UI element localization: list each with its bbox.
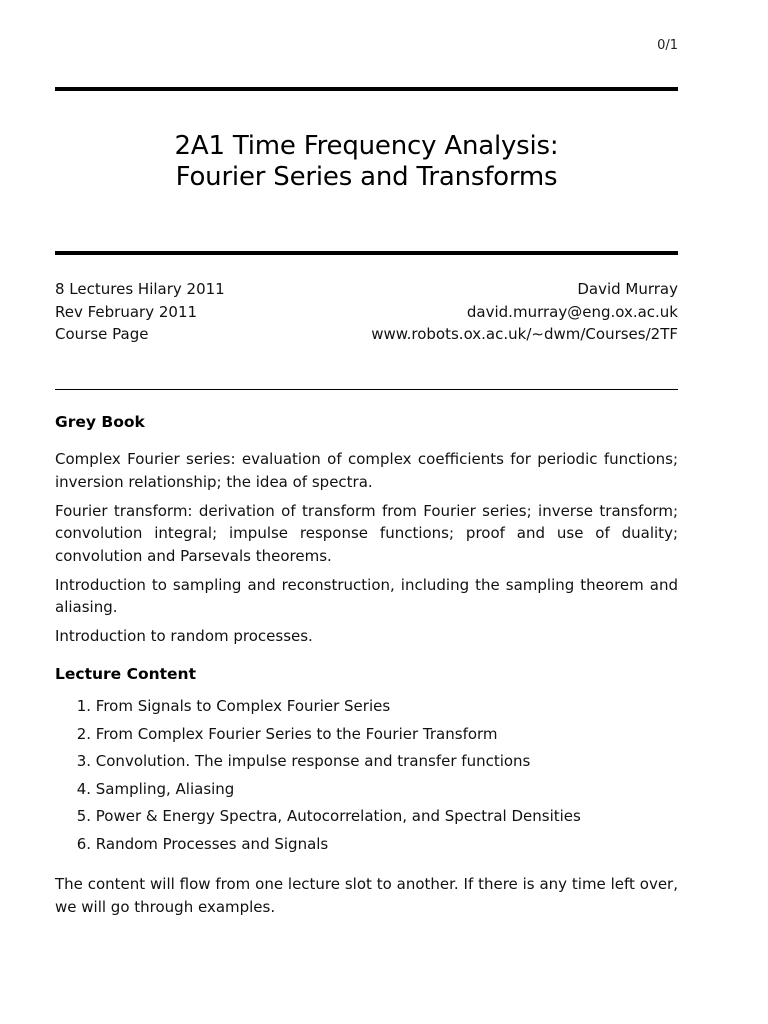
document-title <box>55 131 678 193</box>
list-item-title: Convolution. The impulse response and transfer functions <box>95 752 531 771</box>
list-item-title: Sampling, Aliasing <box>95 779 235 798</box>
list-item-number: 3. <box>76 752 91 771</box>
document-page <box>55 0 678 1024</box>
section-divider <box>55 389 678 390</box>
grey-book-content <box>55 448 678 654</box>
course-page-label: Course Page <box>55 325 149 343</box>
page-number: 0/1 <box>657 38 678 53</box>
list-item <box>55 780 678 808</box>
course-page-url: www.robots.ox.ac.uk/∼dwm/Courses/2TF <box>371 325 678 343</box>
meta-row <box>55 323 678 346</box>
author-name: David Murray <box>577 280 678 298</box>
paragraph-fourier-series: Complex Fourier series: evaluation of complex coefficients for periodic functions; inversion relationship; the idea of spectra. <box>55 450 678 491</box>
list-item <box>55 697 678 725</box>
author-email: david.murray@eng.ox.ac.uk <box>466 302 678 321</box>
title-line-2: Fourier Series and Transforms <box>175 162 558 192</box>
list-item-title: From Complex Fourier Series to the Fourier Transform <box>95 724 498 743</box>
title-line-1: 2A1 Time Frequency Analysis: <box>174 131 559 161</box>
list-item-title: Power & Energy Spectra, Autocorrelation, and Spectral Densities <box>95 807 581 826</box>
paragraph-random-processes: Introduction to random processes. <box>55 627 313 645</box>
lecture-list <box>55 697 678 863</box>
title-bottom-rule <box>55 251 678 255</box>
list-item-number: 4. <box>76 779 91 798</box>
paragraph-sampling: Introduction to sampling and reconstruction, including the sampling theorem and aliasing. <box>55 575 678 616</box>
grey-book-heading: Grey Book <box>55 413 145 431</box>
top-rule <box>55 87 678 91</box>
list-item <box>55 752 678 780</box>
list-item-number: 1. <box>76 697 91 715</box>
list-item <box>55 835 678 863</box>
meta-row <box>55 301 678 324</box>
list-item-number: 6. <box>76 834 91 853</box>
lecture-content-heading: Lecture Content <box>55 665 196 683</box>
list-item-number: 5. <box>76 807 91 826</box>
list-item-title: Random Processes and Signals <box>95 834 329 853</box>
list-item <box>55 725 678 753</box>
revision-date: Rev February 2011 <box>55 302 198 321</box>
list-item-title: From Signals to Complex Fourier Series <box>95 697 391 715</box>
list-item <box>55 807 678 835</box>
lectures-term: 8 Lectures Hilary 2011 <box>55 280 225 298</box>
list-item-number: 2. <box>76 724 91 743</box>
course-meta <box>55 278 678 346</box>
paragraph-fourier-transform: Fourier transform: derivation of transform from Fourier series; inverse transform; convolution integral; impulse response functions; proof and use of duality; convolution and Parsevals theorems. <box>55 501 678 565</box>
closing-paragraph: The content will flow from one lecture slot to another. If there is any time left over, we will go through examples. <box>55 875 678 916</box>
meta-row <box>55 278 678 301</box>
